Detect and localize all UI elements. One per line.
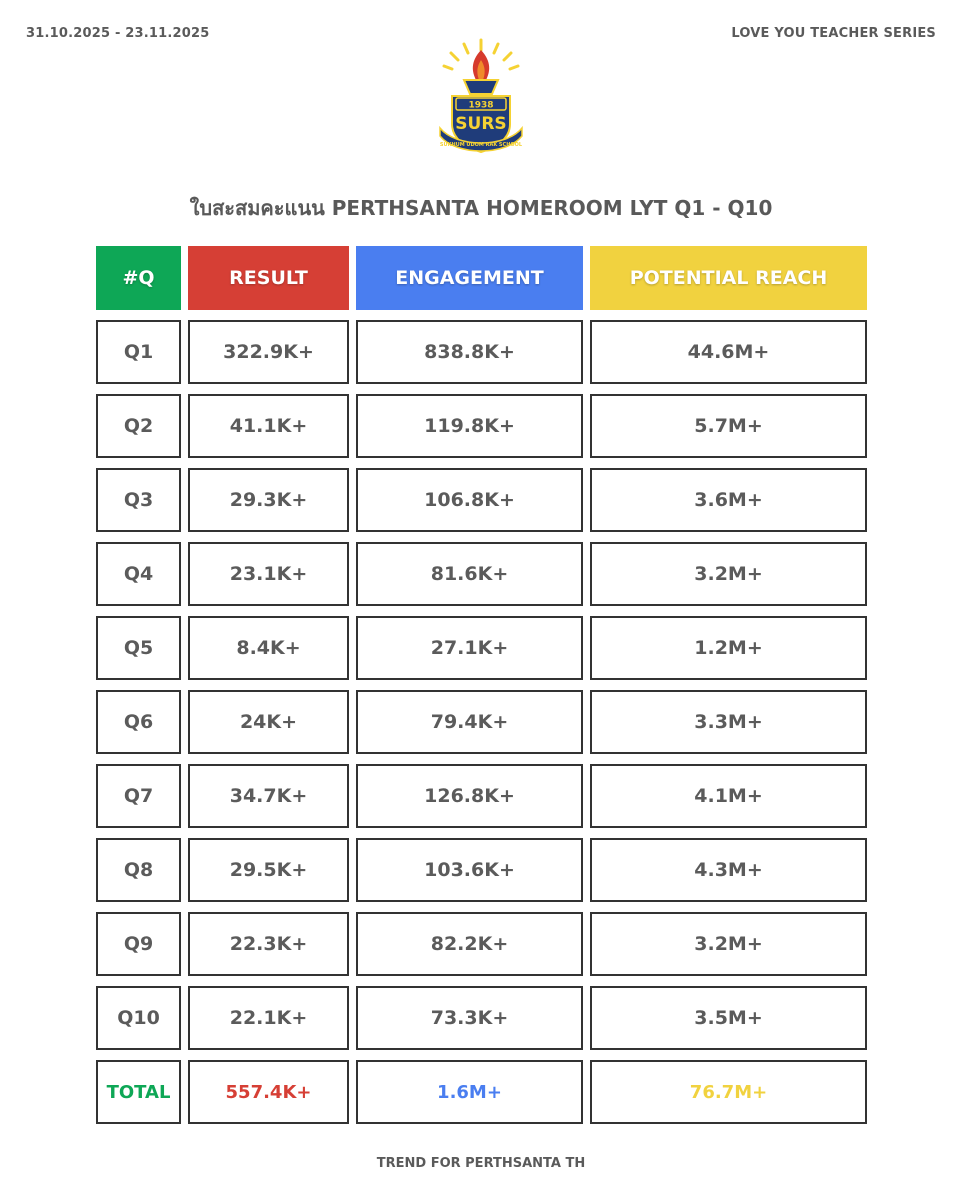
cell-result: 23.1K+: [188, 542, 349, 606]
header-q: #Q: [96, 246, 181, 310]
cell-q: Q9: [96, 912, 181, 976]
cell-potential-reach: 3.2M+: [590, 912, 867, 976]
cell-result: 8.4K+: [188, 616, 349, 680]
cell-potential-reach: 3.6M+: [590, 468, 867, 532]
logo-ribbon-text: SUKHUM UDOM RAK SCHOOL: [439, 142, 523, 148]
cell-q: Q8: [96, 838, 181, 902]
cell-potential-reach: 5.7M+: [590, 394, 867, 458]
cell-result: 34.7K+: [188, 764, 349, 828]
cell-potential-reach: 4.1M+: [590, 764, 867, 828]
total-engagement: 1.6M+: [356, 1060, 583, 1124]
cell-q: Q5: [96, 616, 181, 680]
cell-q: Q3: [96, 468, 181, 532]
cell-engagement: 119.8K+: [356, 394, 583, 458]
cell-q: Q1: [96, 320, 181, 384]
cell-engagement: 73.3K+: [356, 986, 583, 1050]
cell-result: 22.3K+: [188, 912, 349, 976]
header-potential-reach: POTENTIAL REACH: [590, 246, 867, 310]
cell-result: 29.3K+: [188, 468, 349, 532]
cell-engagement: 106.8K+: [356, 468, 583, 532]
cell-engagement: 103.6K+: [356, 838, 583, 902]
cell-q: Q2: [96, 394, 181, 458]
cell-potential-reach: 4.3M+: [590, 838, 867, 902]
cell-engagement: 126.8K+: [356, 764, 583, 828]
cell-result: 41.1K+: [188, 394, 349, 458]
cell-result: 24K+: [188, 690, 349, 754]
cell-result: 322.9K+: [188, 320, 349, 384]
footer-credit: TREND FOR PERTHSANTA TH: [376, 1156, 586, 1171]
cell-potential-reach: 44.6M+: [590, 320, 867, 384]
logo-letters: SURS: [455, 114, 507, 134]
cell-engagement: 27.1K+: [356, 616, 583, 680]
cell-engagement: 79.4K+: [356, 690, 583, 754]
total-result: 557.4K+: [188, 1060, 349, 1124]
cell-potential-reach: 3.5M+: [590, 986, 867, 1050]
cell-q: Q6: [96, 690, 181, 754]
date-range: 31.10.2025 - 23.11.2025: [26, 26, 210, 41]
page-title: ใบสะสมคะแนน PERTHSANTA HOMEROOM LYT Q1 - Q10: [189, 196, 773, 220]
cell-potential-reach: 1.2M+: [590, 616, 867, 680]
cell-q: Q4: [96, 542, 181, 606]
cell-potential-reach: 3.3M+: [590, 690, 867, 754]
series-name: LOVE YOU TEACHER SERIES: [731, 26, 936, 41]
total-potential-reach: 76.7M+: [590, 1060, 867, 1124]
cell-q: Q7: [96, 764, 181, 828]
cell-result: 29.5K+: [188, 838, 349, 902]
header-result: RESULT: [188, 246, 349, 310]
cell-engagement: 81.6K+: [356, 542, 583, 606]
cell-engagement: 838.8K+: [356, 320, 583, 384]
score-table: [96, 246, 866, 1124]
header-engagement: ENGAGEMENT: [356, 246, 583, 310]
school-crest-logo: [436, 36, 526, 160]
total-q: TOTAL: [96, 1060, 181, 1124]
cell-result: 22.1K+: [188, 986, 349, 1050]
cell-engagement: 82.2K+: [356, 912, 583, 976]
logo-year: 1938: [468, 100, 494, 111]
cell-potential-reach: 3.2M+: [590, 542, 867, 606]
cell-q: Q10: [96, 986, 181, 1050]
